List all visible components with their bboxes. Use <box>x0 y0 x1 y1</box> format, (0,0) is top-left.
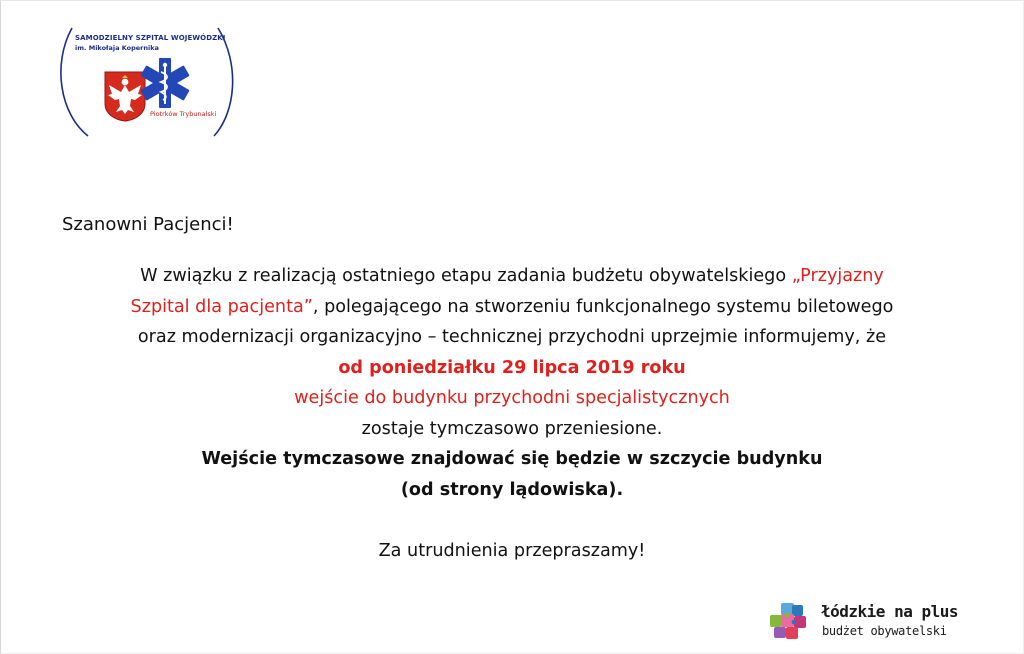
notice-line-2-text: , polegającego na stworzeniu funkcjonalnego systemu biletowego <box>312 296 894 317</box>
budget-logo <box>768 601 968 643</box>
budget-logo-subtitle: budżet obywatelski <box>822 624 947 638</box>
notice-entrance: wejście do budynku przychodni specjalistycznych <box>294 388 730 408</box>
budget-logo-title: łódzkie na plus <box>821 602 958 621</box>
notice-temporary-entrance: Wejście tymczasowe znajdować się będzie w szczycie budynku <box>201 449 823 469</box>
hospital-name-line2: im. Mikołaja Kopernika <box>75 44 159 52</box>
puzzle-pieces-icon <box>768 601 810 641</box>
notice-date: od poniedziałku 29 lipca 2019 roku <box>338 357 686 378</box>
notice-line-2 <box>66 292 958 323</box>
hospital-name-line1: SAMODZIELNY SZPITAL WOJEWÓDZKI <box>75 34 226 42</box>
project-name-part1: „Przyjazny <box>791 266 884 286</box>
notice-closing: Za utrudnienia przepraszamy! <box>378 540 646 561</box>
notice-body <box>66 261 958 566</box>
notice-greeting: Szanowni Pacjenci! <box>62 214 234 235</box>
notice-line-3: oraz modernizacji organizacyjno – technicznej przychodni uprzejmie informujemy, że <box>137 327 887 347</box>
hospital-logo <box>58 24 243 142</box>
notice-spacer <box>66 505 958 536</box>
notice-line-1 <box>66 261 958 292</box>
notice-line-1-text: W związku z realizacją ostatniego etapu zadania budżetu obywatelskiego <box>140 266 792 286</box>
hospital-city: Piotrków Trybunalski <box>150 110 217 118</box>
notice-line-6: zostaje tymczasowo przeniesione. <box>361 418 663 439</box>
star-of-life-icon <box>139 54 191 112</box>
notice-entrance-side: (od strony lądowiska). <box>400 479 624 500</box>
project-name-part2: Szpital dla pacjenta” <box>130 296 313 317</box>
